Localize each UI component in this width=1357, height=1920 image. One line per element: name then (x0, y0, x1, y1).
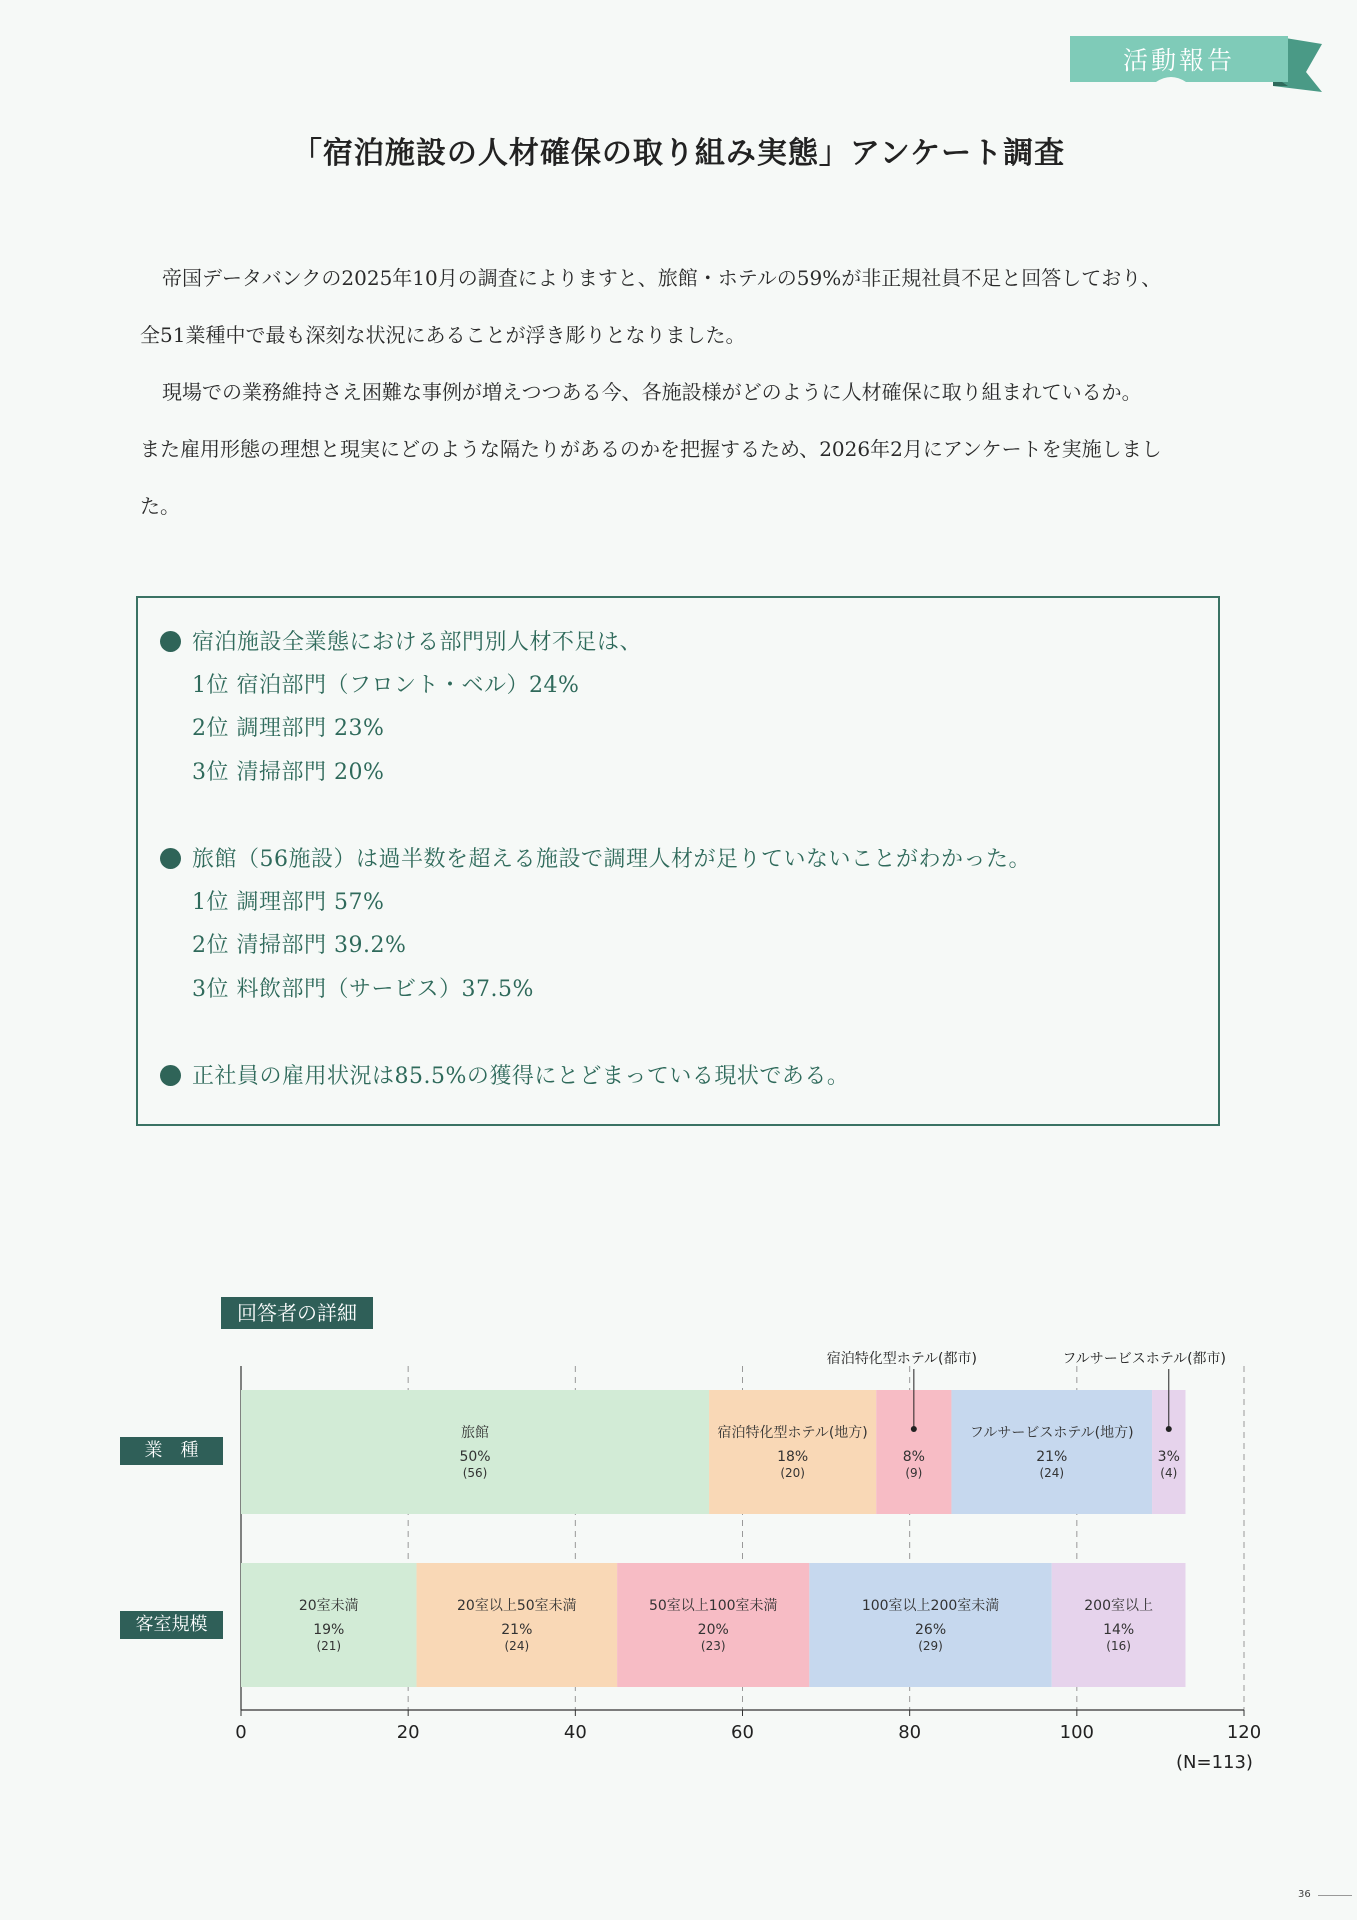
page-number: 36 (1298, 1889, 1311, 1900)
segment-percent: 21% (501, 1622, 533, 1638)
segment-percent: 3% (1157, 1449, 1180, 1465)
segment-percent: 14% (1103, 1622, 1135, 1638)
page-rule (1318, 1895, 1352, 1896)
callout-label: フルサービスホテル(都市) (1062, 1351, 1226, 1367)
sample-size-note: (N=113) (1176, 1752, 1253, 1773)
summary-heading: 宿泊施設全業態における部門別人材不足は、 (192, 630, 643, 655)
summary-heading: 旅館（56施設）は過半数を超える施設で調理人材が足りていないことがわかった。 (192, 847, 1031, 872)
x-tick-label: 20 (396, 1722, 420, 1743)
callout-dot (1166, 1426, 1172, 1432)
segment-count: (4) (1160, 1466, 1178, 1480)
segment-count: (24) (504, 1639, 530, 1653)
segment-count: (23) (700, 1639, 726, 1653)
segment-name: 20室以上50室未満 (457, 1598, 577, 1614)
segment-name: フルサービスホテル(地方) (969, 1425, 1134, 1441)
x-tick-label: 80 (898, 1722, 922, 1743)
segment-percent: 26% (915, 1622, 947, 1638)
intro-line: 現場での業務維持さえ困難な事例が増えつつある今、各施設様がどのように人材確保に取り組まれているか。 (162, 380, 1142, 404)
segment-percent: 18% (777, 1449, 809, 1465)
ribbon-label: 活動報告 (1122, 46, 1235, 75)
segment-name: 宿泊特化型ホテル(地方) (717, 1425, 868, 1441)
segment-count: (16) (1106, 1639, 1131, 1653)
x-tick-label: 60 (731, 1722, 754, 1743)
intro-line: 全51業種中で最も深刻な状況にあることが浮き彫りとなりました。 (140, 323, 746, 347)
x-tick-label: 40 (563, 1722, 587, 1743)
intro-line: また雇用形態の理想と現実にどのような隔たりがあるのかを把握するため、2026年2月にアンケートを実施しまし (140, 437, 1162, 461)
callout-dot (911, 1426, 917, 1432)
summary-item: 3位 清掃部門 20% (192, 760, 385, 785)
summary-heading: 正社員の雇用状況は85.5%の獲得にとどまっている現状である。 (192, 1064, 850, 1089)
segment-count: (9) (905, 1466, 923, 1480)
segment-name: 旅館 (461, 1425, 490, 1441)
summary-item: 2位 調理部門 23% (192, 716, 385, 741)
x-tick-label: 100 (1059, 1722, 1095, 1743)
summary-item: 1位 宿泊部門（フロント・ベル）24% (192, 673, 580, 698)
segment-percent: 19% (313, 1622, 345, 1638)
page-title: 「宿泊施設の人材確保の取り組み実態」アンケート調査 (291, 136, 1066, 171)
segment-percent: 8% (902, 1449, 925, 1465)
intro-line: 帝国データバンクの2025年10月の調査によりますと、旅館・ホテルの59%が非正規社員不足と回答しており、 (162, 266, 1162, 290)
segment-count: (20) (780, 1466, 805, 1480)
respondents-label: 回答者の詳細 (221, 1297, 373, 1329)
x-tick-label: 0 (235, 1722, 247, 1743)
segment-count: (56) (462, 1466, 488, 1480)
segment-percent: 50% (459, 1449, 491, 1465)
intro-line: た。 (140, 494, 180, 518)
row-label-room-size: 客室規模 (120, 1611, 223, 1639)
segment-count: (24) (1039, 1466, 1065, 1480)
x-tick-label: 120 (1226, 1722, 1262, 1743)
summary-item: 1位 調理部門 57% (192, 890, 385, 915)
segment-count: (29) (918, 1639, 943, 1653)
segment-count: (21) (316, 1639, 342, 1653)
segment-percent: 20% (697, 1622, 729, 1638)
callout-label: 宿泊特化型ホテル(都市) (826, 1351, 977, 1367)
segment-name: 50室以上100室未満 (648, 1598, 778, 1614)
summary-item: 2位 清掃部門 39.2% (192, 933, 407, 958)
segment-name: 100室以上200室未満 (861, 1598, 1000, 1614)
segment-name: 200室以上 (1084, 1598, 1153, 1614)
segment-name: 20室未満 (298, 1598, 359, 1614)
summary-item: 3位 料飲部門（サービス）37.5% (192, 977, 534, 1002)
segment-percent: 21% (1036, 1449, 1068, 1465)
row-label-industry: 業 種 (120, 1437, 223, 1465)
